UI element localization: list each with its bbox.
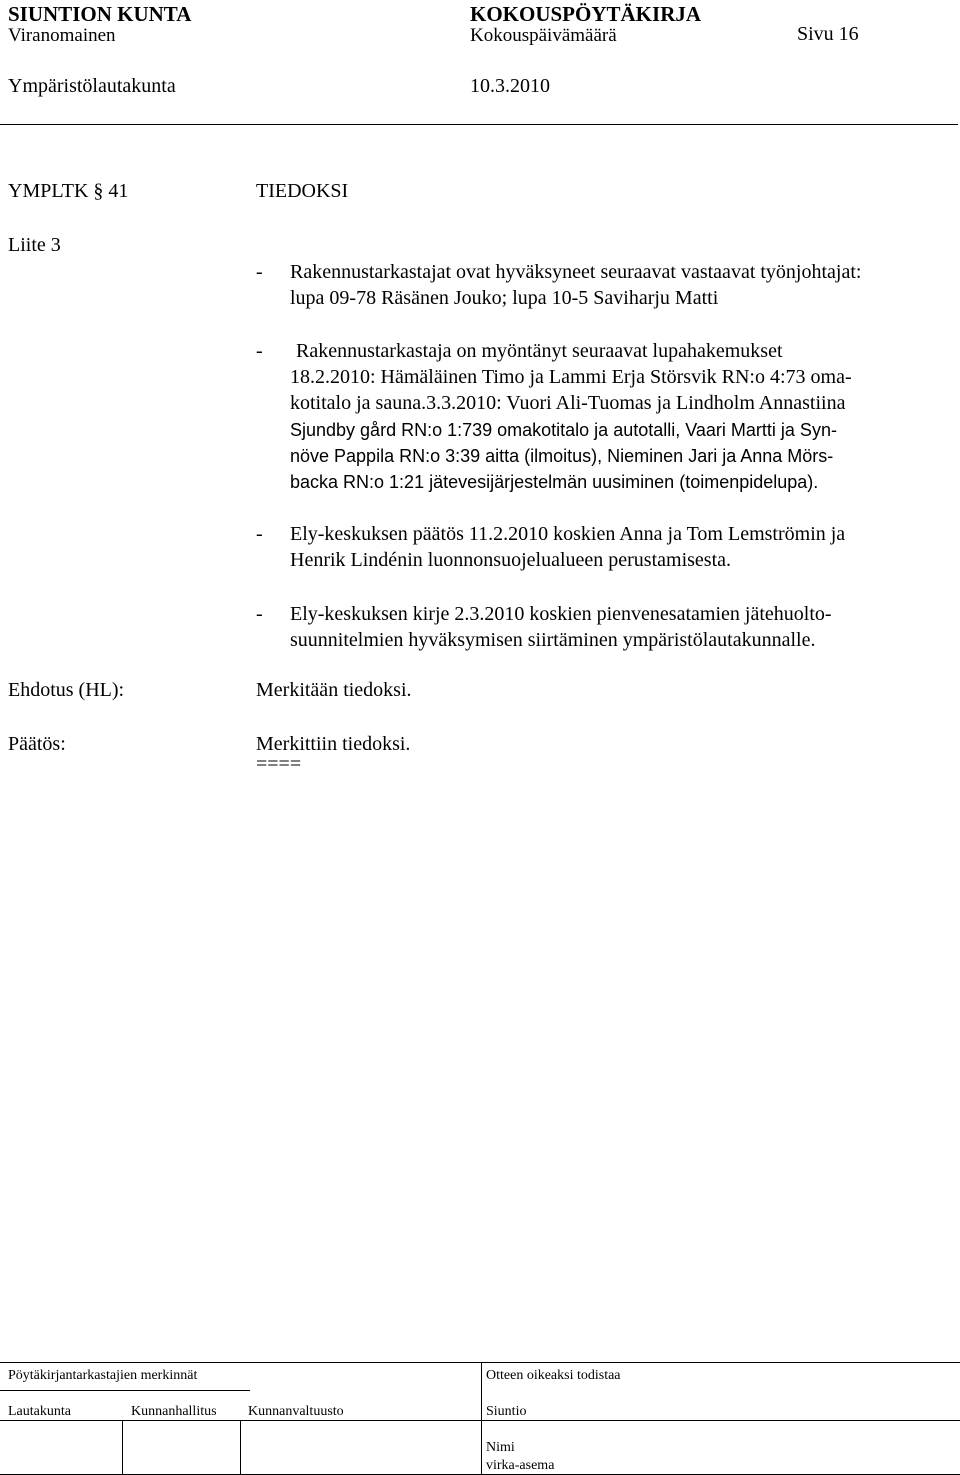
item-line: backa RN:o 1:21 jätevesijärjestelmän uusiminen (toimenpidelupa).	[290, 472, 819, 492]
name-label: Nimi	[486, 1440, 515, 1455]
proposal-text: Merkitään tiedoksi.	[256, 679, 412, 701]
footer-col-divider-1	[122, 1420, 123, 1475]
item-line: 18.2.2010: Hämäläinen Timo ja Lammi Erja Störsvik RN:o 4:73 oma-	[290, 366, 852, 388]
position-label: virka-asema	[486, 1458, 555, 1473]
footer-place: Siuntio	[486, 1404, 527, 1419]
authority-label: Viranomainen	[8, 25, 116, 46]
item-line: Henrik Lindénin luonnonsuojelualueen perustamisesta.	[290, 549, 732, 571]
item-dash: -	[256, 603, 263, 625]
item-dash: -	[256, 523, 263, 545]
item-dash: -	[256, 340, 263, 362]
meeting-date: 10.3.2010	[470, 75, 550, 97]
footer-col-lautakunta: Lautakunta	[8, 1404, 71, 1419]
item-line: Rakennustarkastajat ovat hyväksyneet seuraavat vastaavat työnjohtajat:	[290, 261, 862, 283]
item-line: suunnitelmien hyväksymisen siirtäminen ympäristölautakunnalle.	[290, 629, 816, 651]
footer-inner-rule	[0, 1390, 250, 1391]
footer-mid-rule	[0, 1420, 960, 1421]
item-line: lupa 09-78 Räsänen Jouko; lupa 10-5 Saviharju Matti	[290, 287, 719, 309]
item-line: kotitalo ja sauna.3.3.2010: Vuori Ali-Tuomas ja Lindholm Annastiina	[290, 392, 846, 414]
header-divider	[0, 124, 958, 125]
authority-name: Ympäristölautakunta	[8, 75, 176, 97]
item-line: Sjundby gård RN:o 1:739 omakotitalo ja autotalli, Vaari Martti ja Syn-	[290, 420, 837, 440]
attachment-label: Liite 3	[8, 234, 61, 256]
section-number: YMPLTK § 41	[8, 180, 129, 202]
minutes-checkers-label: Pöytäkirjantarkastajien merkinnät	[8, 1368, 198, 1383]
org-name: SIUNTION KUNTA	[8, 2, 192, 26]
decision-text: Merkittiin tiedoksi.	[256, 733, 411, 755]
proposal-label: Ehdotus (HL):	[8, 679, 125, 701]
section-title: TIEDOKSI	[256, 180, 349, 202]
doc-type: KOKOUSPÖYTÄKIRJA	[470, 2, 702, 26]
certified-label: Otteen oikeaksi todistaa	[486, 1368, 621, 1383]
footer-col-kunnanvaltuusto: Kunnanvaltuusto	[248, 1404, 344, 1419]
page-number: Sivu 16	[797, 23, 859, 45]
item-dash: -	[256, 261, 263, 283]
item-line: Rakennustarkastaja on myöntänyt seuraavat lupahakemukset	[296, 340, 783, 362]
end-mark: ====	[256, 753, 302, 775]
footer-vertical-divider	[481, 1362, 482, 1475]
footer-top-rule	[0, 1362, 960, 1363]
footer-col-divider-2	[240, 1420, 241, 1475]
item-line: Ely-keskuksen päätös 11.2.2010 koskien Anna ja Tom Lemströmin ja	[290, 523, 846, 545]
decision-label: Päätös:	[8, 733, 66, 755]
item-line: Ely-keskuksen kirje 2.3.2010 koskien pienvenesatamien jätehuolto-	[290, 603, 832, 625]
footer-col-kunnanhallitus: Kunnanhallitus	[131, 1404, 217, 1419]
date-label: Kokouspäivämäärä	[470, 25, 617, 46]
item-line: növe Pappila RN:o 3:39 aitta (ilmoitus), Nieminen Jari ja Anna Mörs-	[290, 446, 834, 466]
